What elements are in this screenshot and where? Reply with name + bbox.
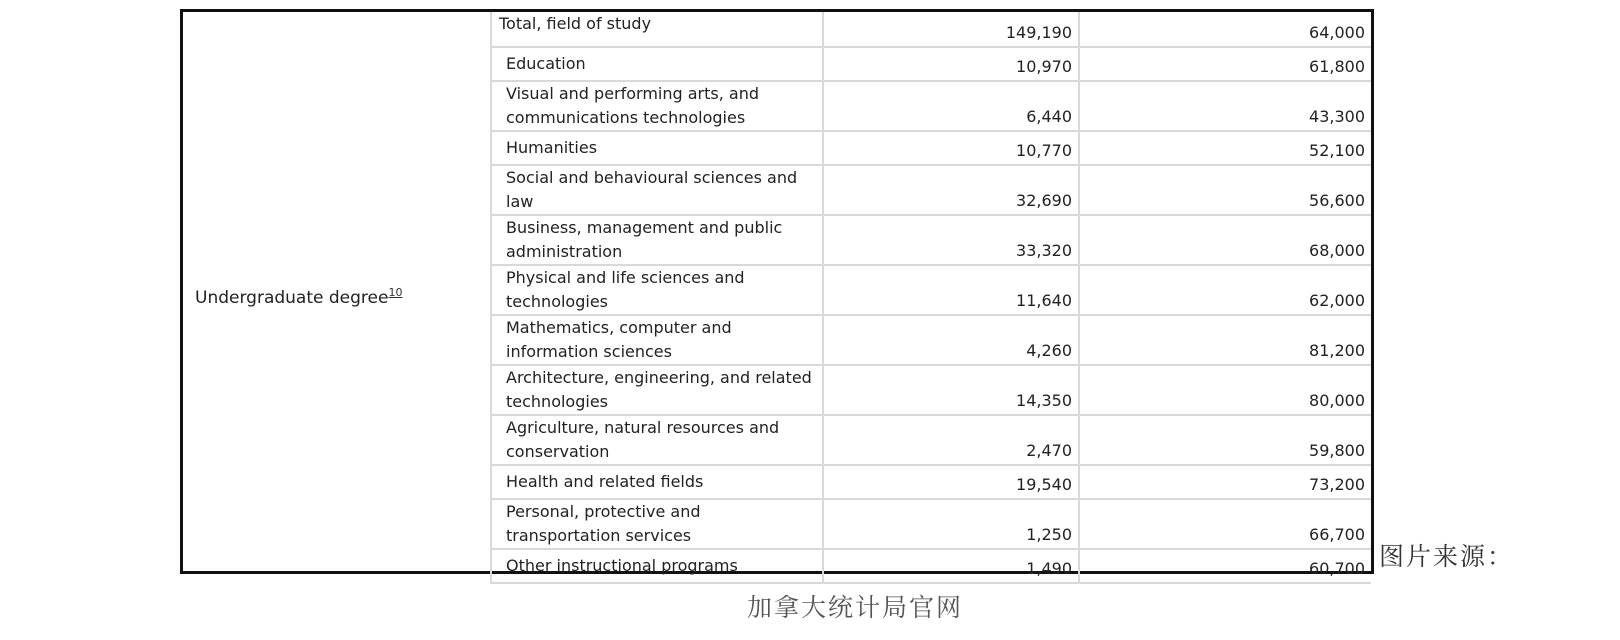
footnote-link[interactable]: 10 (388, 285, 403, 299)
income-cell: 52,100 (1079, 131, 1371, 165)
count-cell: 4,260 (823, 315, 1079, 365)
field-of-study-cell: Humanities (491, 131, 823, 165)
income-by-field-table (183, 12, 1371, 584)
income-cell: 56,600 (1079, 165, 1371, 215)
field-of-study-cell: Education (491, 47, 823, 81)
income-cell: 68,000 (1079, 215, 1371, 265)
count-cell: 1,490 (823, 549, 1079, 583)
count-cell: 1,250 (823, 499, 1079, 549)
count-cell: 6,440 (823, 81, 1079, 131)
field-of-study-cell: Agriculture, natural resources and conservation (491, 415, 823, 465)
count-cell: 149,190 (823, 12, 1079, 47)
count-cell: 10,770 (823, 131, 1079, 165)
level-label: Undergraduate degree (195, 287, 389, 308)
field-of-study-cell: Personal, protective and transportation services (491, 499, 823, 549)
image-source-name: 加拿大统计局官网 (746, 593, 963, 622)
income-cell: 43,300 (1079, 81, 1371, 131)
count-cell: 2,470 (823, 415, 1079, 465)
income-cell: 60,700 (1079, 549, 1371, 583)
count-cell: 19,540 (823, 465, 1079, 499)
field-of-study-cell: Health and related fields (491, 465, 823, 499)
income-cell: 62,000 (1079, 265, 1371, 315)
data-table-frame (180, 9, 1374, 578)
field-of-study-cell: Total, field of study (491, 12, 823, 47)
field-of-study-cell: Mathematics, computer and information sciences (491, 315, 823, 365)
income-cell: 73,200 (1079, 465, 1371, 499)
income-cell: 64,000 (1079, 12, 1371, 47)
field-of-study-cell: Social and behavioural sciences and law (491, 165, 823, 215)
field-of-study-cell: Physical and life sciences and technologies (491, 265, 823, 315)
income-cell: 66,700 (1079, 499, 1371, 549)
count-cell: 33,320 (823, 215, 1079, 265)
table-row (183, 12, 1371, 47)
count-cell: 32,690 (823, 165, 1079, 215)
income-cell: 61,800 (1079, 47, 1371, 81)
image-source-label: 图片来源： (1379, 542, 1515, 571)
income-cell: 59,800 (1079, 415, 1371, 465)
field-of-study-cell: Other instructional programs (491, 549, 823, 583)
count-cell: 11,640 (823, 265, 1079, 315)
income-cell: 80,000 (1079, 365, 1371, 415)
field-of-study-cell: Business, management and public administration (491, 215, 823, 265)
field-of-study-cell: Visual and performing arts, and communications technologies (491, 81, 823, 131)
row-header-undergraduate-degree (183, 12, 491, 583)
field-of-study-cell: Architecture, engineering, and related technologies (491, 365, 823, 415)
count-cell: 14,350 (823, 365, 1079, 415)
income-cell: 81,200 (1079, 315, 1371, 365)
count-cell: 10,970 (823, 47, 1079, 81)
